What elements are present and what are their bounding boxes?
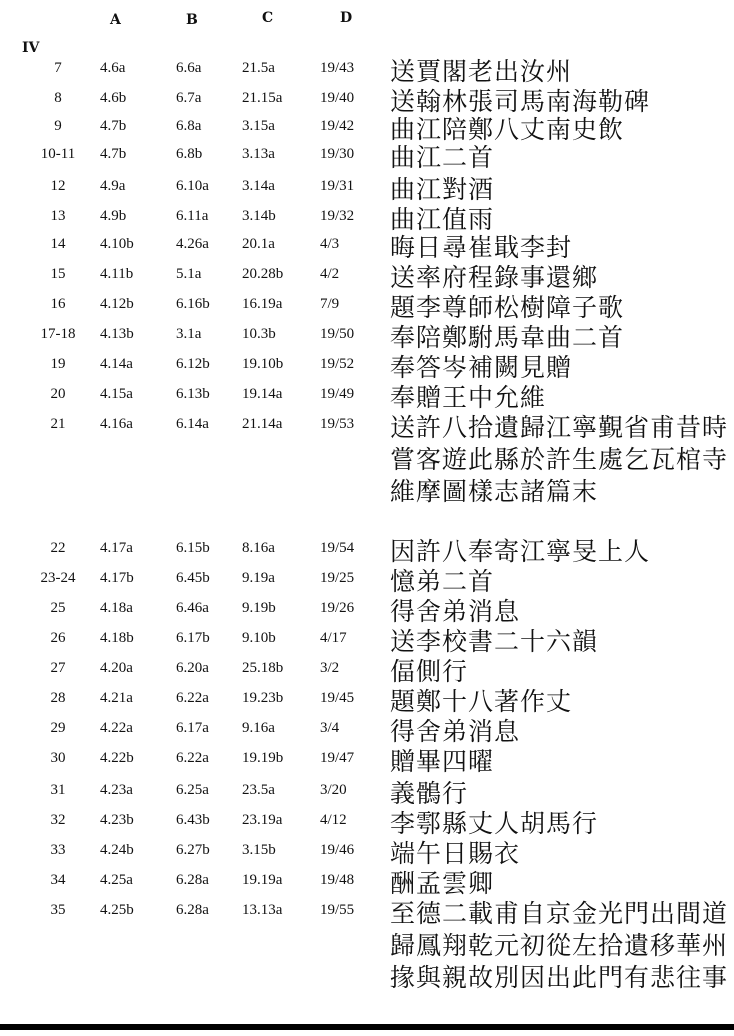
- edition-a-ref: 4.17a: [100, 540, 133, 556]
- edition-a-ref: 4.23b: [100, 812, 134, 828]
- poem-title: 酬孟雲卿: [390, 869, 495, 898]
- edition-b-ref: 6.22a: [176, 750, 209, 766]
- edition-a-ref: 4.25b: [100, 902, 134, 918]
- edition-b-ref: 6.17b: [176, 630, 210, 646]
- edition-b-ref: 6.25a: [176, 782, 209, 798]
- poem-number: 30: [50, 750, 66, 766]
- edition-d-ref: 19/42: [320, 118, 355, 134]
- edition-b-ref: 6.45b: [176, 570, 210, 586]
- edition-a-ref: 4.11b: [100, 266, 134, 282]
- edition-a-ref: 4.7b: [100, 118, 127, 134]
- edition-c-ref: 3.14b: [242, 208, 276, 224]
- poem-title: 李鄠縣丈人胡馬行: [390, 809, 599, 838]
- edition-c-ref: 9.10b: [242, 630, 276, 646]
- table-row: [0, 624, 734, 656]
- table-row: [0, 410, 734, 506]
- edition-c-ref: 3.15a: [242, 118, 275, 134]
- table-row: [0, 350, 734, 382]
- edition-d-ref: 4/2: [320, 266, 340, 282]
- poem-number: 28: [50, 690, 66, 706]
- edition-d-ref: 7/9: [320, 296, 340, 312]
- edition-a-ref: 4.13b: [100, 326, 134, 342]
- edition-a-ref: 4.12b: [100, 296, 134, 312]
- edition-c-ref: 3.13a: [242, 146, 275, 162]
- edition-b-ref: 6.20a: [176, 660, 209, 676]
- edition-b-ref: 6.11a: [176, 208, 209, 224]
- column-header-a: A: [110, 12, 121, 28]
- edition-a-ref: 4.16a: [100, 416, 133, 432]
- edition-b-ref: 6.27b: [176, 842, 210, 858]
- table-row: [0, 806, 734, 838]
- edition-c-ref: 9.19a: [242, 570, 275, 586]
- poem-title: 贈畢四曜: [390, 747, 495, 776]
- poem-number: 23-24: [40, 570, 76, 586]
- poem-number: 9: [54, 118, 62, 134]
- edition-b-ref: 6.15b: [176, 540, 210, 556]
- edition-d-ref: 19/49: [320, 386, 355, 402]
- poem-number: 13: [50, 208, 66, 224]
- column-header-b: B: [186, 12, 198, 28]
- edition-a-ref: 4.9b: [100, 208, 127, 224]
- edition-c-ref: 21.14a: [242, 416, 283, 432]
- edition-b-ref: 6.16b: [176, 296, 210, 312]
- poem-title: 奉陪鄭駙馬韋曲二首: [390, 323, 625, 352]
- edition-d-ref: 19/52: [320, 356, 355, 372]
- edition-d-ref: 19/46: [320, 842, 355, 858]
- edition-a-ref: 4.24b: [100, 842, 134, 858]
- edition-b-ref: 6.10a: [176, 178, 209, 194]
- table-row: [0, 320, 734, 352]
- edition-c-ref: 13.13a: [242, 902, 283, 918]
- poem-number: 12: [50, 178, 66, 194]
- poem-title: 曲江值雨: [390, 205, 495, 234]
- poem-title: 憶弟二首: [390, 567, 495, 596]
- edition-a-ref: 4.15a: [100, 386, 133, 402]
- edition-d-ref: 19/40: [320, 90, 355, 106]
- poem-number: 22: [50, 540, 66, 556]
- edition-c-ref: 20.1a: [242, 236, 275, 252]
- poem-number: 14: [50, 236, 66, 252]
- poem-title: 奉答岑補闕見贈: [390, 353, 573, 382]
- poem-title: 曲江對酒: [390, 175, 495, 204]
- poem-title: 奉贈王中允維: [390, 383, 547, 412]
- table-row: [0, 534, 734, 566]
- edition-d-ref: 19/53: [320, 416, 355, 432]
- column-header-d: D: [340, 10, 353, 26]
- edition-b-ref: 6.6a: [176, 60, 202, 76]
- poem-number: 34: [50, 872, 66, 888]
- table-row: [0, 654, 734, 686]
- edition-d-ref: 4/12: [320, 812, 347, 828]
- edition-b-ref: 6.17a: [176, 720, 209, 736]
- edition-a-ref: 4.23a: [100, 782, 133, 798]
- poem-title: 義鶻行: [390, 779, 469, 808]
- table-row: [0, 776, 734, 808]
- section-label: IV: [22, 40, 40, 56]
- column-header-c: C: [262, 10, 274, 26]
- edition-c-ref: 19.10b: [242, 356, 284, 372]
- edition-c-ref: 21.15a: [242, 90, 283, 106]
- edition-d-ref: 4/17: [320, 630, 347, 646]
- table-row: [0, 140, 734, 172]
- poem-number: 19: [50, 356, 66, 372]
- edition-a-ref: 4.18a: [100, 600, 133, 616]
- edition-c-ref: 3.15b: [242, 842, 276, 858]
- poem-title: 因許八奉寄江寧旻上人: [390, 537, 651, 566]
- bottom-rule: [0, 1024, 734, 1030]
- poem-number: 29: [50, 720, 66, 736]
- edition-c-ref: 3.14a: [242, 178, 275, 194]
- edition-d-ref: 19/30: [320, 146, 355, 162]
- table-row: [0, 564, 734, 596]
- table-row: [0, 744, 734, 776]
- poem-number: 21: [50, 416, 66, 432]
- edition-d-ref: 19/55: [320, 902, 355, 918]
- poem-title: 端午日賜衣: [390, 839, 521, 868]
- edition-b-ref: 6.8a: [176, 118, 202, 134]
- poem-number: 16: [50, 296, 66, 312]
- table-row: [0, 172, 734, 204]
- poem-number: 17-18: [40, 326, 76, 342]
- edition-c-ref: 23.5a: [242, 782, 275, 798]
- table-row: [0, 260, 734, 292]
- poem-title: 晦日尋崔戢李封: [390, 233, 573, 262]
- table-row: [0, 866, 734, 898]
- edition-d-ref: 19/48: [320, 872, 355, 888]
- poem-title: 至德二載甫自京金光門出間道歸鳳翔乾元初從左拾遺移華州掾與親故別因出此門有悲往事: [390, 899, 729, 992]
- poem-title: 送率府程錄事還鄉: [390, 263, 599, 292]
- edition-d-ref: 3/2: [320, 660, 340, 676]
- poem-number: 33: [50, 842, 66, 858]
- edition-c-ref: 23.19a: [242, 812, 283, 828]
- table-row: [0, 684, 734, 716]
- poem-number: 27: [50, 660, 66, 676]
- table-row: [0, 84, 734, 116]
- poem-title: 題鄭十八著作丈: [390, 687, 573, 716]
- edition-b-ref: 6.13b: [176, 386, 210, 402]
- table-row: [0, 202, 734, 234]
- edition-a-ref: 4.10b: [100, 236, 134, 252]
- edition-d-ref: 19/43: [320, 60, 355, 76]
- edition-a-ref: 4.20a: [100, 660, 133, 676]
- edition-d-ref: 19/32: [320, 208, 355, 224]
- edition-d-ref: 19/50: [320, 326, 355, 342]
- poem-number: 26: [50, 630, 66, 646]
- edition-b-ref: 6.12b: [176, 356, 210, 372]
- table-row: [0, 836, 734, 868]
- edition-a-ref: 4.14a: [100, 356, 133, 372]
- edition-d-ref: 19/26: [320, 600, 355, 616]
- poem-title: 送翰林張司馬南海勒碑: [390, 87, 651, 116]
- edition-d-ref: 19/25: [320, 570, 355, 586]
- poem-title: 曲江二首: [390, 143, 495, 172]
- edition-c-ref: 20.28b: [242, 266, 284, 282]
- poem-title: 得舍弟消息: [390, 597, 521, 626]
- edition-b-ref: 4.26a: [176, 236, 209, 252]
- table-row: [0, 594, 734, 626]
- poem-title: 題李尊師松樹障子歌: [390, 293, 625, 322]
- poem-number: 35: [50, 902, 66, 918]
- edition-c-ref: 8.16a: [242, 540, 275, 556]
- table-row: [0, 54, 734, 86]
- poem-number: 32: [50, 812, 66, 828]
- edition-a-ref: 4.18b: [100, 630, 134, 646]
- edition-c-ref: 16.19a: [242, 296, 283, 312]
- poem-number: 25: [50, 600, 66, 616]
- edition-d-ref: 4/3: [320, 236, 340, 252]
- poem-number: 7: [54, 60, 62, 76]
- edition-c-ref: 19.14a: [242, 386, 283, 402]
- table-row: [0, 230, 734, 262]
- table-row: [0, 380, 734, 412]
- edition-a-ref: 4.17b: [100, 570, 134, 586]
- edition-b-ref: 3.1a: [176, 326, 202, 342]
- poem-title: 送許八拾遺歸江寧覲省甫昔時嘗客遊此縣於許生處乞瓦棺寺維摩圖樣志諸篇末: [390, 413, 729, 506]
- edition-a-ref: 4.7b: [100, 146, 127, 162]
- edition-b-ref: 5.1a: [176, 266, 202, 282]
- edition-d-ref: 19/45: [320, 690, 355, 706]
- edition-c-ref: 21.5a: [242, 60, 275, 76]
- poem-number: 20: [50, 386, 66, 402]
- poem-title: 曲江陪鄭八丈南史飲: [390, 115, 625, 144]
- edition-a-ref: 4.21a: [100, 690, 133, 706]
- edition-b-ref: 6.43b: [176, 812, 210, 828]
- poem-title: 得舍弟消息: [390, 717, 521, 746]
- poem-title: 偪側行: [390, 657, 469, 686]
- edition-c-ref: 19.19a: [242, 872, 283, 888]
- edition-d-ref: 19/47: [320, 750, 355, 766]
- edition-b-ref: 6.22a: [176, 690, 209, 706]
- table-row: [0, 290, 734, 322]
- edition-a-ref: 4.22a: [100, 720, 133, 736]
- edition-d-ref: 3/20: [320, 782, 347, 798]
- edition-d-ref: 3/4: [320, 720, 340, 736]
- edition-a-ref: 4.9a: [100, 178, 126, 194]
- edition-a-ref: 4.25a: [100, 872, 133, 888]
- edition-b-ref: 6.7a: [176, 90, 202, 106]
- edition-b-ref: 6.28a: [176, 902, 209, 918]
- edition-a-ref: 4.22b: [100, 750, 134, 766]
- edition-b-ref: 6.46a: [176, 600, 209, 616]
- edition-c-ref: 9.16a: [242, 720, 275, 736]
- edition-b-ref: 6.14a: [176, 416, 209, 432]
- poem-number: 31: [50, 782, 66, 798]
- edition-c-ref: 25.18b: [242, 660, 284, 676]
- poem-number: 10-11: [40, 146, 76, 162]
- poem-title: 送賈閣老出汝州: [390, 57, 573, 86]
- edition-c-ref: 19.23b: [242, 690, 284, 706]
- edition-c-ref: 9.19b: [242, 600, 276, 616]
- edition-a-ref: 4.6a: [100, 60, 126, 76]
- edition-b-ref: 6.8b: [176, 146, 203, 162]
- poem-number: 15: [50, 266, 66, 282]
- edition-b-ref: 6.28a: [176, 872, 209, 888]
- table-row: [0, 896, 734, 992]
- table-row: [0, 714, 734, 746]
- edition-d-ref: 19/31: [320, 178, 355, 194]
- edition-a-ref: 4.6b: [100, 90, 127, 106]
- table-row: [0, 112, 734, 144]
- poem-number: 8: [54, 90, 62, 106]
- edition-d-ref: 19/54: [320, 540, 355, 556]
- edition-c-ref: 10.3b: [242, 326, 276, 342]
- edition-c-ref: 19.19b: [242, 750, 284, 766]
- poem-title: 送李校書二十六韻: [390, 627, 599, 656]
